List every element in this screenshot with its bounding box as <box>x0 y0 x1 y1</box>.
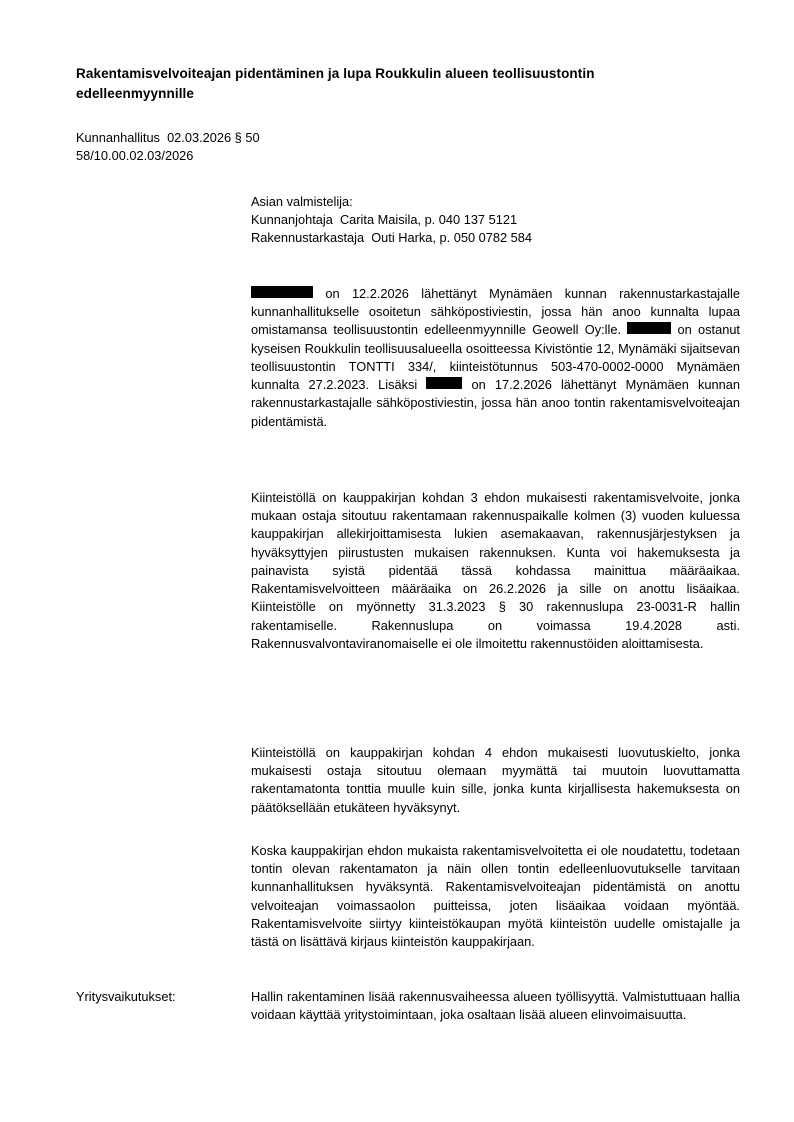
paragraph-text: Kiinteistöllä on kauppakirjan kohdan 3 ehdon mukaisesti rakentamisvelvoite, jonka mukaan ostaja sitoutuu rakentamaan rakennuspaikalle kolmen (3) vuoden kuluessa kauppakirjan allekirjoittamisesta lukien asemakaavan, rakennusjärjestyksen ja hyväksyttyjen piirustusten mukaisen rakennuksen. Kunta voi hakemuksesta ja painavista syistä pidentää tässä kohdassa mainittua määräaikaa. Rakentamisvelvoitteen määräaika on 26.2.2026 ja sille on anottu lisäaikaa. Kiinteistölle on myönnetty 31.3.2023 § 30 rakennuslupa 23-0031-R hallin rakentamiselle. Rakennuslupa on voimassa 19.4.2028 asti. Rakennusvalvontaviranomaiselle ei ole ilmoitettu rakennustöiden aloittamisesta. <box>251 490 740 651</box>
paragraph-text: Hallin rakentaminen lisää rakennusvaiheessa alueen työllisyyttä. Valmistuttuaan hallia voidaan käyttää yritystoimintaan, joka osaltaan lisää alueen elinvoimaisuutta. <box>251 989 740 1023</box>
page-title: Rakentamisvelvoiteajan pidentäminen ja lupa Roukkulin alueen teollisuustontin edelleenmyynnille <box>76 66 595 101</box>
meta-decision-line: Kunnanhallitus 02.03.2026 § 50 <box>76 130 260 145</box>
paragraph-text: Koska kauppakirjan ehdon mukaista rakentamisvelvoitetta ei ole noudatettu, todetaan tontin olevan rakentamaton ja näin ollen tontin edelleenluovutukselle tarvitaan kunnanhallituksen hyväksyntä. Rakentamisvelvoiteajan pidentämistä on anottu velvoiteajan voimassaolon puitteissa, joten lisäaikaa voidaan myöntää. Rakentamisvelvoite siirtyy kiinteistökaupan myötä kiinteistön uudelle omistajalle ja tästä on lisättävä kirjaus kiinteistön kauppakirjaan. <box>251 843 740 950</box>
paragraph-part-1: on 12.2.2026 lähettänyt Mynämäen kunnan rakennustarkastajalle kunnanhallitukselle osoitetun sähköpostiviestin, jossa hän anoo kunnalta lupaa omistamansa teollisuustontin edelleenmyynnille Geowell Oy:lle. <box>251 286 740 338</box>
paragraph-text <box>251 285 740 431</box>
preparer-municipal-manager: Kunnanjohtaja Carita Maisila, p. 040 137 5121 <box>251 212 518 228</box>
redaction-block-name-1 <box>251 286 313 298</box>
document-meta <box>76 129 476 165</box>
meta-reference-number: 58/10.00.02.03/2026 <box>76 148 194 164</box>
preparer-heading: Asian valmistelija: <box>251 194 353 209</box>
business-impact-label: Yritysvaikutukset: <box>76 989 176 1004</box>
paragraph-conclusion <box>251 842 740 951</box>
redaction-block-name-3 <box>426 377 462 389</box>
paragraph-background <box>251 285 740 431</box>
paragraph-text: Kiinteistöllä on kauppakirjan kohdan 4 ehdon mukaisesti luovutuskielto, jonka mukaisesti ostaja sitoutuu olemaan myymättä tai muutoin luovuttamatta rakentamatonta tonttia muulle kuin sille, jonka kunta kirjallisesta hakemuksesta on päätöksellään etukäteen hyväksynyt. <box>251 745 740 815</box>
preparer-building-inspector: Rakennustarkastaja Outi Harka, p. 050 0782 584 <box>251 230 532 246</box>
paragraph-construction-obligation <box>251 489 740 653</box>
paragraph-part-2: on ostanut kyseisen Roukkulin teollisuusalueella osoitteessa Kivistöntie 12, Mynämäki sijaitsevan teollisuustontin TONTTI 334/, kiinteistötunnus 503-470-0002-0000 Mynämäen kunnalta 27.2.2023. Lisäksi <box>251 322 740 393</box>
paragraph-transfer-restriction <box>251 744 740 817</box>
preparer-block <box>251 193 741 247</box>
paragraph-business-impact <box>251 988 740 1024</box>
paragraph-part-3: on 17.2.2026 lähettänyt Mynämäen kunnan rakennustarkastajalle sähköpostiviestin, jossa hän anoo tontin rakentamisvelvoiteajan pidentämistä. <box>251 377 740 429</box>
redaction-block-name-2 <box>627 322 671 334</box>
